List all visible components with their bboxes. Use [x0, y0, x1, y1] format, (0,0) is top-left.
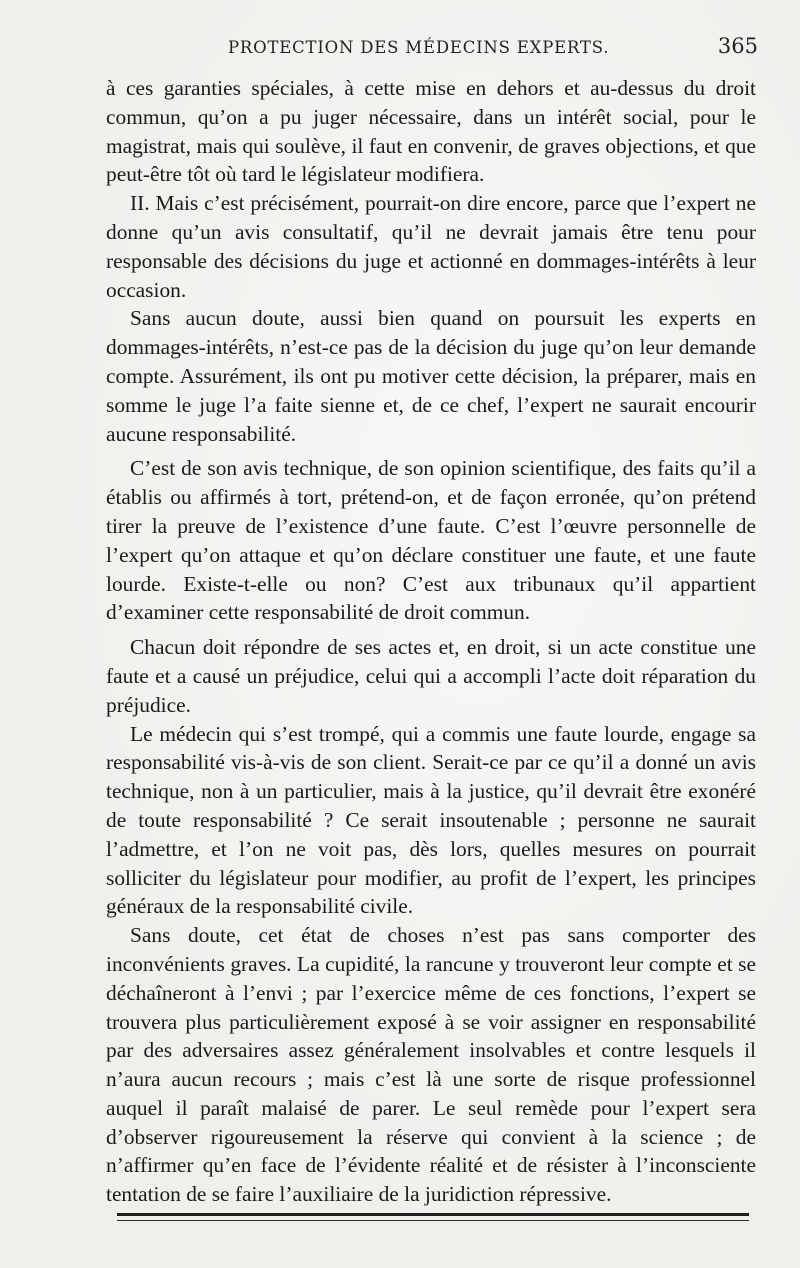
paragraph-continuation: à ces garanties spéciales, à cette mise en dehors et au-dessus du droit commun, qu’on a pu juger nécessaire, dans un intérêt social, pour le magistrat, mais qui soulève, il faut en convenir, de graves objections, et que peut-être tôt où tard le législateur modifiera. [106, 76, 756, 187]
page-number: 365 [717, 34, 758, 58]
closing-rule-thin [117, 1220, 749, 1221]
paragraph: Le médecin qui s’est trompé, qui a commis une faute lourde, engage sa responsabilité vis-à-vis de son client. Serait-ce par ce qu’il a donné un avis technique, non à un particulier, mais à la justice, qu’il devrait être exonéré de toute responsabilité ? Ce serait insoutenable ; personne ne saurait l’admettre, et l’on ne voit pas, dès lors, quelles mesures on pourrait solliciter du législateur pour modifier, au profit de l’expert, les principes généraux de la responsabilité civile. [106, 721, 756, 919]
paragraph-section-ii: II. Mais c’est précisément, pourrait-on dire encore, parce que l’expert ne donne qu’un avis consultatif, qu’il ne devrait jamais être tenu pour responsable des décisions du juge et actionné en dommages-intérêts à leur occasion. [106, 191, 756, 302]
paragraph: Sans aucun doute, aussi bien quand on poursuit les experts en dommages-intérêts, n’est-ce pas de la décision du juge qu’on leur demande compte. Assurément, ils ont pu motiver cette décision, la préparer, mais en somme le juge l’a faite sienne et, de ce chef, l’expert ne saurait encourir aucune responsabilité. [106, 306, 756, 446]
closing-rule-thick [117, 1213, 749, 1216]
running-head: PROTECTION DES MÉDECINS EXPERTS. [228, 38, 610, 57]
paragraph: C’est de son avis technique, de son opinion scientifique, des faits qu’il a établis ou affirmés à tort, prétend-on, et de façon erronée, qu’on prétend tirer la preuve de l’existence d’une faute. C’est l’œuvre personnelle de l’expert qu’on attaque et qu’on déclare constituer une faute, et une faute lourde. Existe-t-elle ou non? C’est aux tribunaux qu’il appartient d’examiner cette responsabilité de droit commun. [106, 456, 756, 625]
body-text [106, 74, 756, 1209]
paragraph: Sans doute, cet état de choses n’est pas sans comporter des inconvénients graves. La cupidité, la rancune y trouveront leur compte et se déchaîneront à l’envi ; par l’exercice même de ces fonctions, l’expert se trouvera plus particulièrement exposé à se voir assigner en responsabilité par des adversaires assez généralement insolvables et contre lesquels il n’aura aucun recours ; mais c’est là une sorte de risque professionnel auquel il paraît malaisé de parer. Le seul remède pour l’expert sera d’observer rigoureusement la réserve qui convient à la science ; de n’affirmer qu’en face de l’évidente réalité et de résister à l’inconsciente tentation de se faire l’auxiliaire de la juridiction répressive. [106, 923, 756, 1207]
page-header [108, 36, 758, 66]
paragraph: Chacun doit répondre de ses actes et, en droit, si un acte constitue une faute et a causé un préjudice, celui qui a accompli l’acte doit réparation du préjudice. [106, 635, 756, 717]
